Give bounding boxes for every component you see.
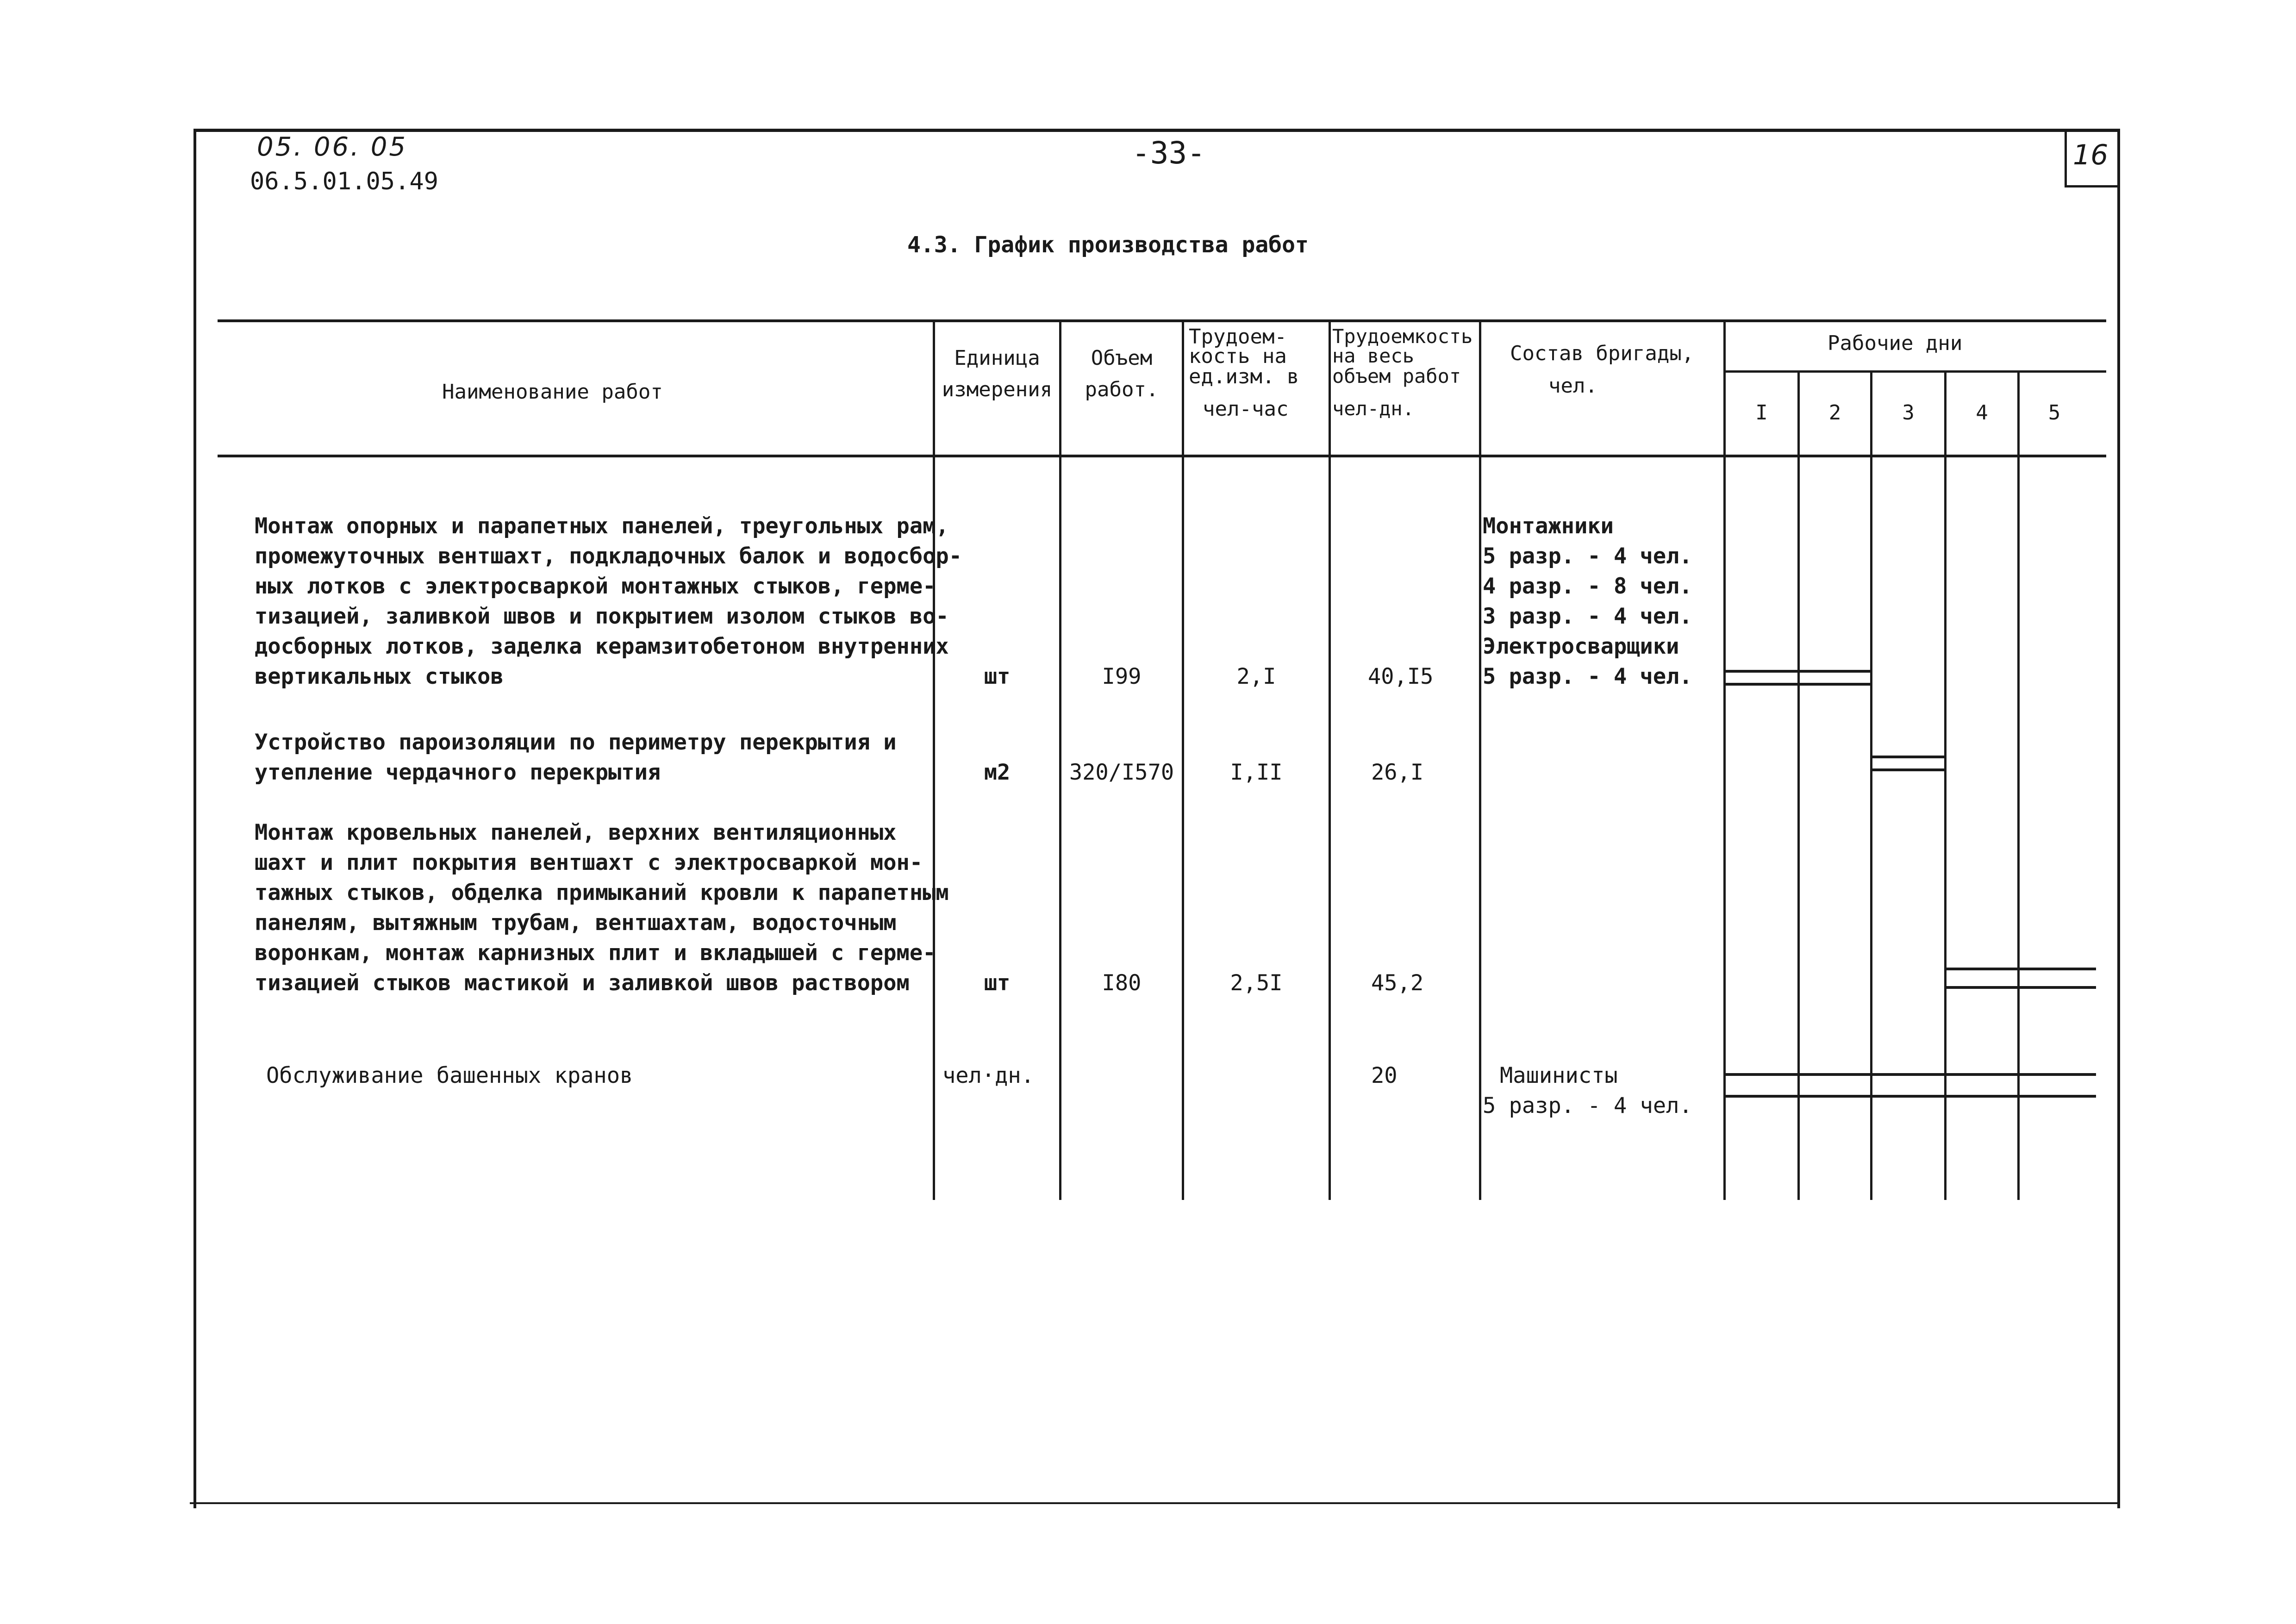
col-sep-workdays [1723, 320, 1726, 1200]
header-workdays-title: Рабочие дни [1828, 331, 1963, 355]
row1-name-line-6: вертикальных стыков [255, 664, 504, 689]
header-labor-unit-line-4: чел-час [1203, 397, 1289, 421]
row2-name-line-1: Устройство пароизоляции по периметру перекрытия и [255, 730, 897, 755]
header-work-name: Наименование работ [442, 380, 663, 404]
header-labor-unit-line-1: Трудоем- [1189, 325, 1287, 349]
row1-labor-unit: 2,I [1236, 664, 1276, 689]
sheet-box-left [2065, 129, 2067, 187]
schedule-bar-row3-bottom [1947, 986, 2096, 989]
row1-labor-total: 40,I5 [1368, 664, 1434, 689]
row1-name-line-5: досборных лотков, заделка керамзитобетоном внутренних [255, 634, 949, 659]
row2-unit: м2 [984, 760, 1011, 785]
schedule-bar-row2-top [1872, 756, 1944, 758]
row1-crew-line-6: 5 разр. - 4 чел. [1483, 664, 1692, 689]
header-unit-line-1: Единица [954, 346, 1040, 370]
schedule-bar-row1-top [1726, 670, 1870, 673]
row3-name-line-2: шахт и плит покрытия вентшахт с электросваркой мон- [255, 850, 923, 875]
header-day-2: 2 [1828, 401, 1841, 425]
header-crew-line-1: Состав бригады, [1510, 342, 1694, 365]
header-day-4: 4 [1976, 401, 1988, 425]
row3-name-line-5: воронкам, монтаж карнизных плит и вкладышей с герме- [255, 940, 936, 966]
header-volume-line-1: Объем [1091, 346, 1153, 370]
table-header-rule [218, 455, 2106, 457]
page-number: -33- [1132, 135, 1205, 171]
header-labor-unit-line-2: кость на [1189, 344, 1287, 368]
row1-volume: I99 [1102, 664, 1142, 689]
row1-name-line-1: Монтаж опорных и парапетных панелей, треугольных рам, [255, 513, 949, 539]
handwritten-code: 05. 06. 05 [257, 132, 407, 162]
workdays-subheader-rule [1724, 370, 2106, 373]
row4-name-line-1: Обслуживание башенных кранов [266, 1063, 633, 1088]
header-crew-line-2: чел. [1548, 374, 1597, 398]
row1-unit: шт [984, 664, 1011, 689]
row3-name-line-4: панелям, вытяжным трубам, вентшахтам, водосточным [255, 910, 897, 936]
row3-volume: I80 [1102, 970, 1142, 996]
row1-name-line-4: тизацией, заливкой швов и покрытием изолом стыков во- [255, 604, 949, 629]
col-sep-labor-total [1329, 320, 1331, 1200]
row3-labor-unit: 2,5I [1230, 970, 1283, 996]
header-volume-line-2: работ. [1085, 378, 1159, 401]
section-title: 4.3. График производства работ [907, 232, 1309, 258]
row4-unit: чел·дн. [942, 1063, 1035, 1088]
row3-name-line-6: тизацией стыков мастикой и заливкой швов раствором [255, 970, 910, 996]
frame-right-border [2117, 129, 2120, 1508]
row1-crew-line-1: Монтажники [1483, 513, 1614, 539]
row4-crew-line-1: Машинисты [1500, 1063, 1618, 1088]
row1-crew-line-2: 5 разр. - 4 чел. [1483, 543, 1692, 569]
row4-labor-total: 20 [1371, 1063, 1398, 1088]
schedule-bar-row4-top [1726, 1073, 2096, 1076]
frame-top-border [194, 129, 2120, 132]
row4-crew-line-2: 5 разр. - 4 чел. [1483, 1093, 1692, 1118]
header-day-1: I [1755, 401, 1768, 425]
row3-name-line-3: тажных стыков, обделка примыканий кровли к парапетным [255, 880, 949, 906]
header-labor-total-line-4: чел-дн. [1332, 397, 1415, 420]
row1-crew-line-3: 4 разр. - 8 чел. [1483, 574, 1692, 599]
row1-name-line-3: ных лотков с электросваркой монтажных стыков, герме- [255, 574, 936, 599]
row1-crew-line-5: Электросварщики [1483, 634, 1679, 659]
header-labor-total-line-2: на весь [1332, 344, 1415, 367]
row1-crew-line-4: 3 разр. - 4 чел. [1483, 604, 1692, 629]
row2-volume: 320/I570 [1069, 760, 1174, 785]
header-labor-unit-line-3: ед.изм. в [1189, 365, 1299, 388]
header-day-3: 3 [1902, 401, 1915, 425]
frame-bottom-border [190, 1502, 2120, 1504]
row1-name-line-2: промежуточных вентшахт, подкладочных балок и водосбор- [255, 543, 962, 569]
schedule-bar-row1-bottom [1726, 683, 1870, 686]
row2-name-line-2: утепление чердачного перекрытия [255, 760, 661, 785]
header-day-5: 5 [2048, 401, 2061, 425]
schedule-bar-row3-top [1947, 968, 2096, 970]
col-sep-volume [1059, 320, 1061, 1200]
schedule-bar-row2-bottom [1872, 768, 1944, 771]
sheet-number: 16 [2073, 139, 2109, 171]
header-unit-line-2: измерения [942, 378, 1053, 401]
row3-name-line-1: Монтаж кровельных панелей, верхних вентиляционных [255, 820, 897, 845]
frame-left-border [193, 129, 196, 1508]
col-sep-labor-unit [1182, 320, 1184, 1200]
col-sep-crew [1479, 320, 1481, 1200]
header-labor-total-line-3: объем работ [1332, 365, 1461, 387]
schedule-bar-row4-bottom [1726, 1095, 2096, 1098]
row3-labor-total: 45,2 [1371, 970, 1424, 996]
table-top-rule [218, 319, 2106, 322]
sheet-box-bottom [2065, 185, 2119, 187]
doc-code: 06.5.01.05.49 [250, 168, 438, 195]
header-labor-total-line-1: Трудоемкость [1332, 325, 1473, 348]
row2-labor-unit: I,II [1230, 760, 1283, 785]
row3-unit: шт [984, 970, 1011, 996]
row2-labor-total: 26,I [1371, 760, 1424, 785]
